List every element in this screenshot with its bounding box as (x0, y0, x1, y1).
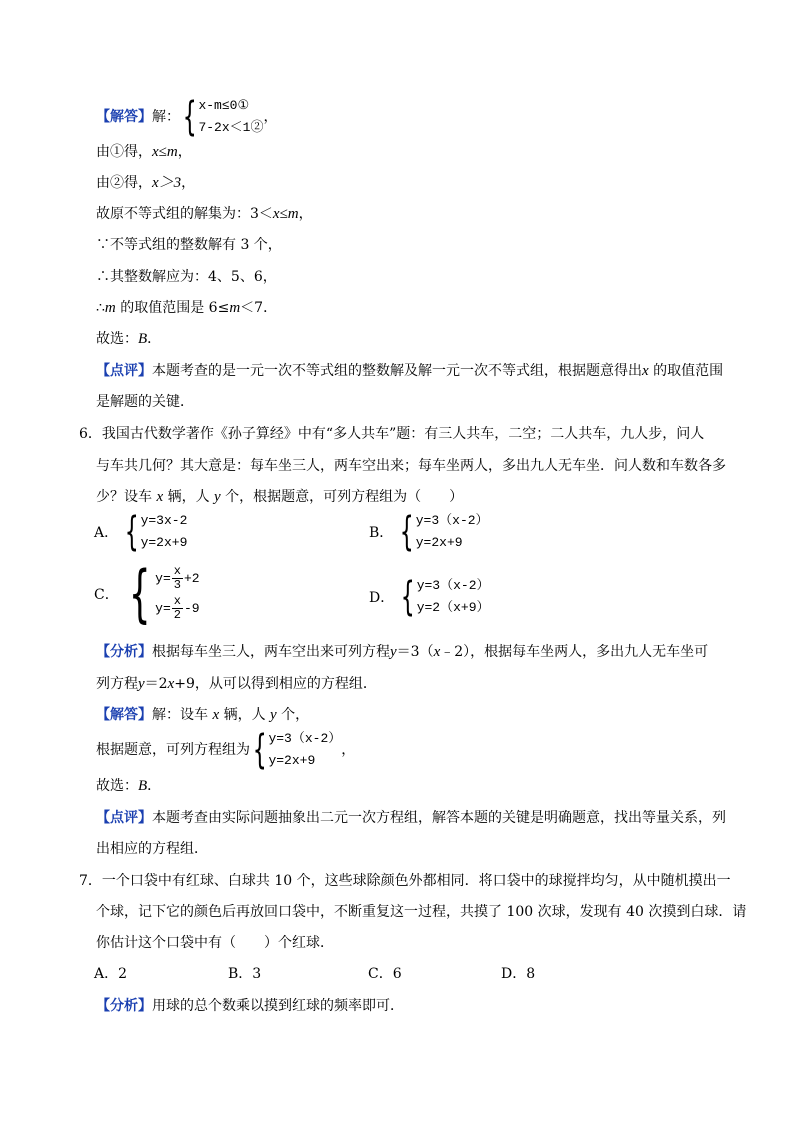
math: x (167, 676, 175, 692)
left-brace: { (124, 509, 139, 555)
text: 根据每车坐三人，两车空出来可列方程 (152, 644, 390, 660)
q6-analysis-line-1 (96, 642, 708, 662)
equation (155, 594, 199, 624)
inequality-2: 7-2x＜1② (198, 120, 264, 135)
q6-stem-line-1: 6．我国古代数学著作《孙子算经》中有“多人共车”题：有三人共车，二空；二人共车，九人步，问人 (79, 426, 705, 442)
math: x＞3 (152, 175, 182, 191)
numerator: x (173, 564, 181, 579)
text: ＝3（ (396, 644, 434, 660)
math: x≤m (152, 144, 178, 160)
text: 故选： (96, 778, 138, 794)
text: ． (147, 778, 162, 794)
equation (155, 564, 199, 594)
text: +2 (183, 571, 200, 586)
answer-prefix: 解： (152, 109, 180, 125)
q6-answer-line-1 (96, 705, 309, 725)
text: 用球的总个数乘以摸到红球的频率即可． (152, 998, 404, 1014)
text: 由①得， (96, 144, 152, 160)
q6-stem-line-3 (96, 487, 463, 507)
text: ． (147, 331, 162, 347)
option-a[interactable] (94, 510, 187, 554)
q5-choice (96, 329, 161, 349)
equation: y=3（x-2） (415, 513, 489, 528)
text: 个，根据题意，可列方程组为（ ） (220, 489, 464, 505)
text: ， (181, 175, 196, 191)
comment-tag: 【点评】 (96, 810, 152, 826)
text: ， (177, 144, 192, 160)
q5-step-5: ∴其整数解应为：4、5、6， (96, 269, 277, 285)
math: y (390, 644, 397, 660)
text: 本题考查由实际问题抽象出二元一次方程组，解答本题的关键是明确题意，找出等量关系，列 (152, 810, 726, 826)
inequality-system (180, 95, 263, 139)
q6-choice (96, 776, 161, 796)
q7-stem-line-1: 7．一个口袋中有红球、白球共 10 个，这些球除颜色外都相同．将口袋中的球搅拌均匀，从中随机摸出一 (79, 873, 731, 889)
equation: y=2x+9 (415, 535, 463, 550)
option-c[interactable] (94, 557, 200, 630)
math: B (138, 331, 148, 347)
left-brace: { (128, 557, 151, 630)
math: m (229, 300, 241, 316)
text: 少？设车 (96, 489, 157, 505)
math: B (138, 778, 148, 794)
left-brace: { (182, 94, 197, 140)
equation: y=2x+9 (140, 535, 188, 550)
answer-tag: 【解答】 (96, 707, 152, 723)
option-label: B． (369, 525, 394, 541)
q6-comment-line-1 (96, 808, 726, 828)
text: ＝2 (144, 676, 168, 692)
analysis-tag: 【分析】 (96, 644, 152, 660)
left-brace: { (400, 574, 415, 620)
q5-step-3 (96, 204, 313, 224)
q5-answer-line (96, 95, 277, 139)
answer-tag: 【解答】 (96, 109, 152, 125)
equation: y=3（x-2） (268, 731, 342, 746)
q7-option-b[interactable]: B．3 (228, 966, 262, 982)
text: 辆，人 (163, 489, 215, 505)
text: 的取值范围 (648, 363, 724, 379)
text: ﹣2），根据每车坐两人，多出九人无车坐可 (440, 644, 709, 660)
option-label: D． (369, 590, 395, 606)
math: m (104, 300, 116, 316)
text: 列方程 (96, 676, 138, 692)
numerator: x (173, 594, 181, 609)
q5-step-4: ∵不等式组的整数解有 3 个， (96, 237, 282, 253)
fraction (172, 565, 183, 592)
text: 故选： (96, 331, 138, 347)
math: x (433, 644, 441, 660)
left-brace: { (252, 727, 267, 773)
equation-system (397, 510, 488, 554)
math: x (156, 489, 164, 505)
q6-answer-line-2 (96, 728, 355, 772)
math: y (138, 676, 145, 692)
q5-comment-line-2: 是解题的关键． (96, 394, 194, 410)
equation-system (398, 575, 489, 619)
equation: y=2x+9 (268, 753, 316, 768)
text: 辆，人 (219, 707, 271, 723)
q5-step-2 (96, 173, 195, 193)
denominator: 2 (173, 608, 181, 623)
math: x≤m (272, 206, 299, 222)
fraction (172, 595, 183, 622)
analysis-tag: 【分析】 (96, 998, 152, 1014)
equation-system (250, 728, 341, 772)
equation: y=2（x+9） (416, 600, 490, 615)
punct: ， (263, 109, 278, 125)
q6-comment-line-2: 出相应的方程组． (96, 841, 208, 857)
text: y= (155, 601, 171, 616)
text: +9，从可以得到相应的方程组． (174, 676, 377, 692)
equation-system (122, 510, 187, 554)
math: y (214, 489, 221, 505)
text: ＜7． (240, 300, 278, 316)
q5-comment-line-1 (96, 361, 723, 381)
text: 解：设车 (152, 707, 213, 723)
q5-step-6 (96, 298, 277, 318)
q6-analysis-line-2 (96, 674, 377, 694)
q7-option-a[interactable]: A．2 (94, 966, 128, 982)
equation: y=3x-2 (140, 513, 188, 528)
math: x (642, 363, 649, 379)
q7-stem-line-2: 个球，记下它的颜色后再放回口袋中，不断重复这一过程，共摸了 100 次球，发现有 40 次摸到白球．请 (96, 904, 747, 920)
option-label: A． (94, 525, 119, 541)
option-d[interactable] (369, 575, 490, 619)
text: 根据题意，可列方程组为 (96, 742, 250, 758)
math: y (270, 707, 277, 723)
text: 由②得， (96, 175, 152, 191)
text: 的取值范围是 6≤ (115, 300, 230, 316)
equation-system (123, 557, 200, 630)
q5-step-1 (96, 142, 192, 162)
option-b[interactable] (369, 510, 489, 554)
text: y= (155, 571, 171, 586)
left-brace: { (400, 509, 415, 555)
equation: y=3（x-2） (416, 578, 490, 593)
q7-stem-line-3: 你估计这个口袋中有（ ）个红球． (96, 935, 334, 951)
punct: ， (341, 742, 356, 758)
q7-option-c[interactable]: C．6 (368, 966, 402, 982)
text: ∴ (96, 300, 105, 316)
math: x (212, 707, 220, 723)
text: 本题考查的是一元一次不等式组的整数解及解一元一次不等式组，根据题意得出 (152, 363, 642, 379)
comment-tag: 【点评】 (96, 363, 152, 379)
q6-stem-line-2: 与车共几何？其大意是：每车坐三人，两车空出来；每车坐两人，多出九人无车坐．问人数和车数各多 (96, 458, 726, 474)
denominator: 3 (173, 578, 181, 593)
text: 故原不等式组的解集为：3＜ (96, 206, 273, 222)
q7-option-d[interactable]: D．8 (501, 966, 536, 982)
text: 个， (276, 707, 310, 723)
text: -9 (183, 601, 200, 616)
text: ， (298, 206, 313, 222)
inequality-1: x-m≤0① (198, 98, 250, 113)
option-label: C． (94, 587, 119, 603)
q7-analysis-line-1 (96, 996, 404, 1016)
